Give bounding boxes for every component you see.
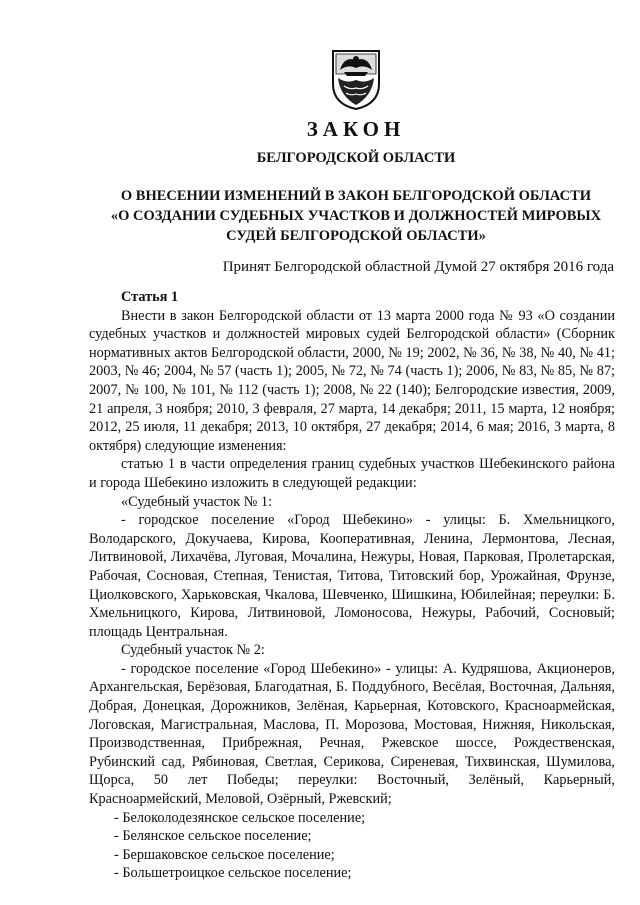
coat-of-arms-icon (330, 48, 382, 112)
district-1-title: «Судебный участок № 1: (121, 493, 273, 510)
article-title: Статья 1 (121, 289, 179, 305)
subject-line-2: «О СОЗДАНИИ СУДЕБНЫХ УЧАСТКОВ И ДОЛЖНОСТЕЙ МИРОВЫХ (110, 208, 602, 224)
subject-line-3: СУДЕЙ БЕЛГОРОДСКОЙ ОБЛАСТИ» (226, 228, 486, 244)
article-body (89, 288, 615, 883)
settlement-item: - Бершаковское сельское поселение; (114, 846, 335, 863)
settlement-item: - Большетроицкое сельское поселение; (114, 865, 352, 882)
document-subject (36, 186, 640, 246)
district-2-text: - городское поселение «Город Шебекино» - улицы: А. Кудряшова, Акционеров, Архангельская, Берёзовая, Благодатная, Б. Поддубного, Весёлая, Восточная, Дальняя, Добрая, Донецкая, Дорожников, Зелёная, Карьерная, Котовского, Красноармейская, Логовская, Магистральная, Маслова, П. Морозова, Мостовая, Нижняя, Никольская, Производственная, Прибрежная, Речная, Ржевское шоссе, Рождественская, Рубинский сад, Рябиновая, Светлая, Серикова, Сиреневая, Тихвинская, Шумилова, Щорса, 50 лет Победы; переулки: Восточный, Зелёный, Карьерный, Красноармейский, Меловой, Озёрный, Ржевский; (89, 660, 615, 808)
adoption-note: Принят Белгородской областной Думой 27 октября 2016 года (222, 259, 614, 275)
settlement-item: - Белоколодезянское сельское поселение; (114, 809, 366, 826)
article-intro: Внести в закон Белгородской области от 13 марта 2000 года № 93 «О создании судебных участков и должностей мировых судей Белгородской области» (Сборник нормативных актов Белгородской области, 2000, № 19; 2002, № 36, № 38, № 40, № 41; 2003, № 46; 2004, № 57 (часть 1); 2005, № 72, № 74 (часть 1); 2006, № 83, № 85, № 87; 2007, № 100, № 101, № 112 (часть 1); 2008, № 22 (140); Белгородские известия, 2009, 21 апреля, 3 ноября; 2010, 3 февраля, 27 марта, 14 декабря; 2011, 15 марта, 12 ноября; 2012, 25 июля, 11 декабря; 2013, 10 октября, 27 декабря; 2014, 6 мая; 2016, 3 марта, 8 октября) следующие изменения: (89, 307, 615, 454)
document-title: ЗАКОН (306, 117, 406, 141)
settlement-item: - Белянское сельское поселение; (114, 828, 312, 845)
district-1-text: - городское поселение «Город Шебекино» - улицы: Б. Хмельницкого, Володарского, Докучаева, Кирова, Кооперативная, Ленина, Лермонтова, Лесная, Литвиновой, Лихачёва, Луговая, Мочалина, Нежуры, Новая, Парковая, Пролетарская, Рабочая, Сосновая, Степная, Тенистая, Титова, Титовский бор, Урожайная, Фрунзе, Циолковского, Харьковская, Чкалова, Шевченко, Шишкина, Юбилейная; переулки: Б. Хмельницкого, Кирова, Литвиновой, Ломоносова, Нежуры, Рабочий, Сосновый; площадь Центральная. (89, 512, 615, 640)
subject-line-1: О ВНЕСЕНИИ ИЗМЕНЕНИЙ В ЗАКОН БЕЛГОРОДСКОЙ ОБЛАСТИ (120, 188, 592, 204)
document-region: БЕЛГОРОДСКОЙ ОБЛАСТИ (256, 150, 456, 166)
article-change: статью 1 в части определения границ судебных участков Шебекинского района и города Шебекино изложить в следующей редакции: (89, 456, 615, 491)
district-2-title: Судебный участок № 2: (121, 642, 265, 659)
